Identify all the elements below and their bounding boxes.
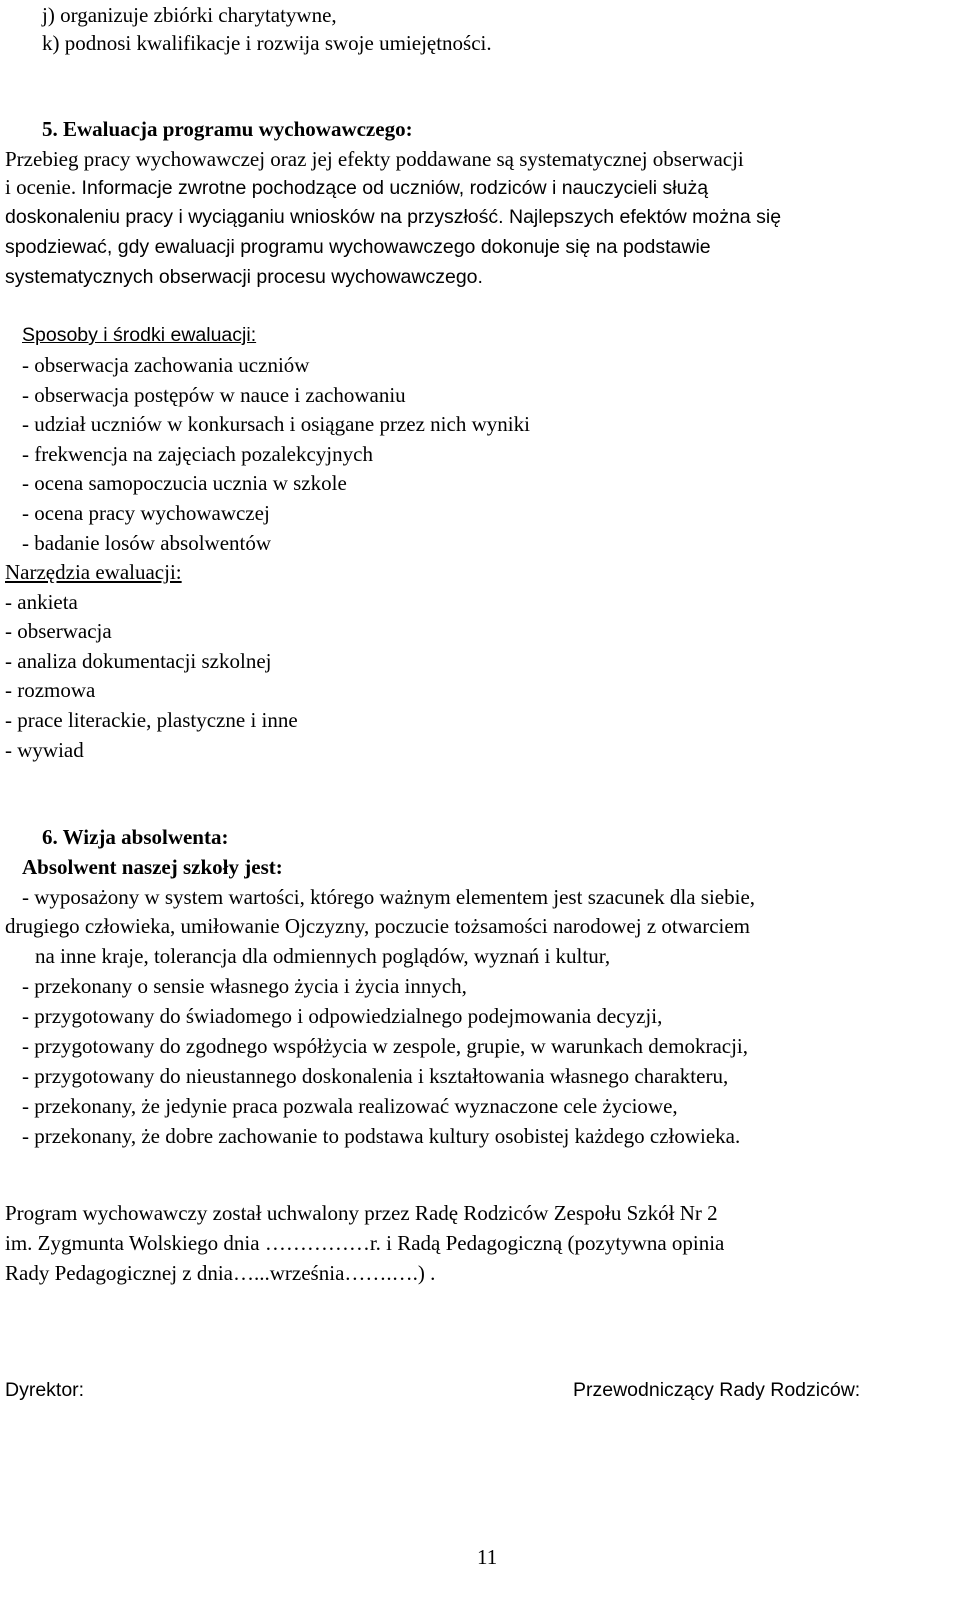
list-item: - obserwacja postępów w nauce i zachowaniu bbox=[22, 383, 406, 407]
section-5-paragraph-line: systematycznych obserwacji procesu wychowawczego. bbox=[5, 266, 483, 288]
list-item: - frekwencja na zajęciach pozalekcyjnych bbox=[22, 442, 373, 466]
text-run: doskonaleniu pracy i wyciąganiu wniosków na przyszłość. bbox=[5, 206, 504, 228]
section-6-subheading: Absolwent naszej szkoły jest: bbox=[22, 855, 283, 879]
list-item: - prace literackie, plastyczne i inne bbox=[5, 708, 298, 732]
list-item: - przygotowany do nieustannego doskonalenia i kształtowania własnego charakteru, bbox=[22, 1064, 729, 1088]
section-5-paragraph-line bbox=[5, 202, 781, 232]
text-run: i ocenie. bbox=[5, 175, 77, 199]
list-item: - analiza dokumentacji szkolnej bbox=[5, 649, 272, 673]
list-item: - badanie losów absolwentów bbox=[22, 531, 272, 555]
list-item-continuation: na inne kraje, tolerancja dla odmiennych poglądów, wyznań i kultur, bbox=[35, 944, 611, 968]
section-5-heading: 5. Ewaluacja programu wychowawczego: bbox=[42, 117, 413, 141]
evaluation-methods-heading: Sposoby i środki ewaluacji: bbox=[22, 324, 257, 346]
section-5-paragraph-line: Przebieg pracy wychowawczej oraz jej efekty poddawane są systematycznej obserwacji bbox=[5, 147, 744, 171]
list-item: - wywiad bbox=[5, 738, 84, 762]
page-number: 11 bbox=[477, 1545, 498, 1569]
section-5-paragraph-line bbox=[5, 172, 708, 203]
list-item: - ocena pracy wychowawczej bbox=[22, 501, 270, 525]
list-item: - wyposażony w system wartości, którego ważnym elementem jest szacunek dla siebie, bbox=[22, 885, 756, 909]
signature-parents-council-label: Przewodniczący Rady Rodziców: bbox=[573, 1379, 861, 1401]
list-item: - przekonany, że dobre zachowanie to podstawa kultury osobistej każdego człowieka. bbox=[22, 1124, 741, 1148]
list-item-continuation: drugiego człowieka, umiłowanie Ojczyzny, poczucie tożsamości narodowej z otwarciem bbox=[5, 914, 751, 938]
evaluation-tools-heading: Narzędzia ewaluacji: bbox=[5, 560, 182, 584]
closing-paragraph-line: Rady Pedagogicznej z dnia…...września…….….) . bbox=[5, 1261, 436, 1285]
section-6-heading: 6. Wizja absolwenta: bbox=[42, 825, 229, 849]
section-5-paragraph-line: spodziewać, gdy ewaluacji programu wychowawczego dokonuje się na podstawie bbox=[5, 236, 711, 258]
text-run: Najlepszych efektów można się bbox=[503, 206, 782, 228]
list-item: - obserwacja zachowania uczniów bbox=[22, 353, 310, 377]
list-item: - obserwacja bbox=[5, 619, 112, 643]
list-item-j: j) organizuje zbiórki charytatywne, bbox=[42, 3, 337, 27]
list-item-k: k) podnosi kwalifikacje i rozwija swoje umiejętności. bbox=[42, 31, 492, 55]
list-item: - przygotowany do zgodnego współżycia w zespole, grupie, w warunkach demokracji, bbox=[22, 1034, 749, 1058]
list-item: - przekonany, że jedynie praca pozwala realizować wyznaczone cele życiowe, bbox=[22, 1094, 678, 1118]
list-item: - przygotowany do świadomego i odpowiedzialnego podejmowania decyzji, bbox=[22, 1004, 663, 1028]
closing-paragraph-line: Program wychowawczy został uchwalony przez Radę Rodziców Zespołu Szkół Nr 2 bbox=[5, 1201, 718, 1225]
list-item: - ocena samopoczucia ucznia w szkole bbox=[22, 471, 347, 495]
list-item: - rozmowa bbox=[5, 678, 96, 702]
list-item: - udział uczniów w konkursach i osiągane przez nich wyniki bbox=[22, 412, 530, 436]
list-item: - ankieta bbox=[5, 590, 78, 614]
list-item: - przekonany o sensie własnego życia i życia innych, bbox=[22, 974, 467, 998]
signature-director-label: Dyrektor: bbox=[5, 1379, 85, 1401]
closing-paragraph-line: im. Zygmunta Wolskiego dnia ……………r. i Radą Pedagogiczną (pozytywna opinia bbox=[5, 1231, 725, 1255]
text-run: Informacje zwrotne pochodzące od uczniów, rodziców i nauczycieli służą bbox=[76, 177, 709, 199]
